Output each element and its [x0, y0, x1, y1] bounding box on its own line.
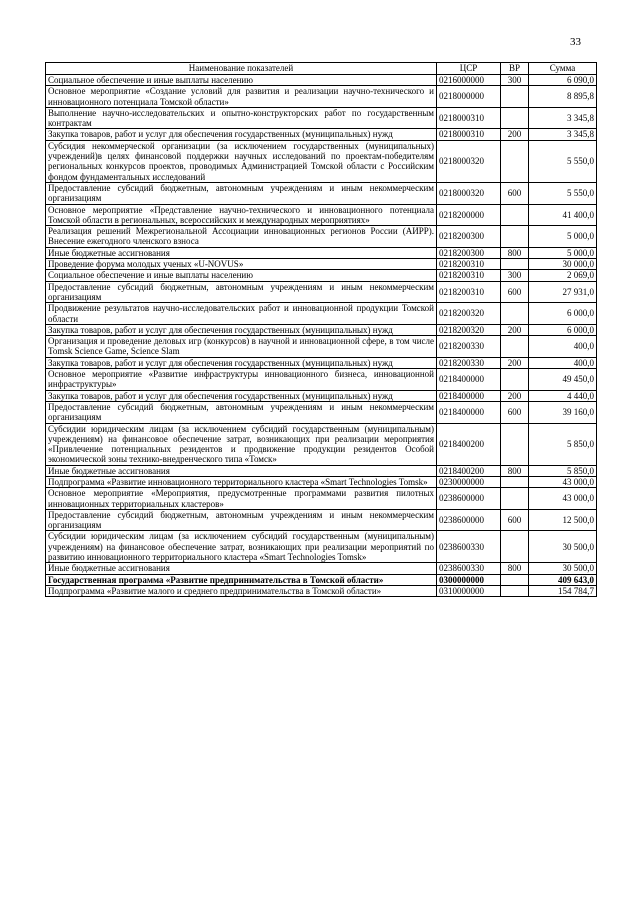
- cell-csr: 0218200310: [437, 281, 501, 303]
- cell-vr: 800: [501, 465, 529, 476]
- cell-vr: 200: [501, 390, 529, 401]
- cell-name: Иные бюджетные ассигнования: [46, 563, 437, 574]
- cell-name: Проведение форума молодых ученых «U-NOVUS»: [46, 259, 437, 270]
- cell-name: Социальное обеспечение и иные выплаты населению: [46, 270, 437, 281]
- cell-vr: 600: [501, 401, 529, 423]
- cell-sum: 6 090,0: [529, 75, 597, 86]
- cell-csr: 0218200330: [437, 357, 501, 368]
- cell-name: Предоставление субсидий бюджетным, автономным учреждениям и иным некоммерческим организациям: [46, 281, 437, 303]
- table-row: [46, 281, 597, 303]
- table-row: [46, 86, 597, 108]
- table-row: [46, 226, 597, 248]
- cell-name: Закупка товаров, работ и услуг для обеспечения государственных (муниципальных) нужд: [46, 357, 437, 368]
- table-row: [46, 476, 597, 487]
- cell-csr: 0238600330: [437, 563, 501, 574]
- table-row: [46, 509, 597, 531]
- cell-csr: 0218000320: [437, 182, 501, 204]
- table-row: [46, 423, 597, 465]
- cell-vr: 200: [501, 324, 529, 335]
- cell-name: Предоставление субсидий бюджетным, автономным учреждениям и иным некоммерческим организациям: [46, 182, 437, 204]
- cell-name: Основное мероприятие «Развитие инфраструктуры инновационного бизнеса, инновационной инфраструктуры»: [46, 369, 437, 391]
- cell-sum: 30 500,0: [529, 563, 597, 574]
- cell-sum: 43 000,0: [529, 488, 597, 510]
- table-row: [46, 182, 597, 204]
- cell-sum: 409 643,0: [529, 574, 597, 585]
- table-row: [46, 140, 597, 182]
- cell-csr: 0300000000: [437, 574, 501, 585]
- cell-sum: 6 000,0: [529, 303, 597, 325]
- cell-name: Основное мероприятие «Мероприятия, предусмотренные программами развития пилотных инновационных территориальных кластеров»: [46, 488, 437, 510]
- table-row: [46, 303, 597, 325]
- cell-csr: 0218400000: [437, 390, 501, 401]
- cell-sum: 30 500,0: [529, 531, 597, 563]
- cell-vr: [501, 226, 529, 248]
- cell-name: Социальное обеспечение и иные выплаты населению: [46, 75, 437, 86]
- cell-sum: 49 450,0: [529, 369, 597, 391]
- cell-vr: 200: [501, 129, 529, 140]
- cell-name: Подпрограмма «Развитие малого и среднего предпринимательства в Томской области»: [46, 585, 437, 596]
- cell-sum: 5 550,0: [529, 140, 597, 182]
- cell-sum: 5 000,0: [529, 247, 597, 258]
- cell-sum: 4 440,0: [529, 390, 597, 401]
- cell-sum: 5 000,0: [529, 226, 597, 248]
- cell-csr: 0218200310: [437, 259, 501, 270]
- cell-csr: 0218000320: [437, 140, 501, 182]
- cell-sum: 39 160,0: [529, 401, 597, 423]
- cell-csr: 0218400000: [437, 369, 501, 391]
- cell-sum: 5 550,0: [529, 182, 597, 204]
- table-row: [46, 401, 597, 423]
- table-row: [46, 465, 597, 476]
- cell-name: Реализация решений Межрегиональной Ассоциации инновационных регионов России (АИРР). Внесение ежегодного членского взноса: [46, 226, 437, 248]
- cell-vr: 800: [501, 247, 529, 258]
- header-sum: Сумма: [529, 63, 597, 75]
- cell-csr: 0310000000: [437, 585, 501, 596]
- cell-csr: 0218200320: [437, 324, 501, 335]
- table-row: [46, 204, 597, 226]
- cell-name: Основное мероприятие «Создание условий для развития и реализации научно-технического и инновационного потенциала Томской области»: [46, 86, 437, 108]
- cell-sum: 43 000,0: [529, 476, 597, 487]
- table-row: [46, 369, 597, 391]
- cell-name: Подпрограмма «Развитие инновационного территориального кластера «Smart Technologies Tomsk»: [46, 476, 437, 487]
- cell-name: Закупка товаров, работ и услуг для обеспечения государственных (муниципальных) нужд: [46, 390, 437, 401]
- table-row: [46, 357, 597, 368]
- cell-csr: 0218200310: [437, 270, 501, 281]
- header-vr: ВР: [501, 63, 529, 75]
- cell-csr: 0218400200: [437, 465, 501, 476]
- cell-vr: 800: [501, 563, 529, 574]
- cell-name: Продвижение результатов научно-исследовательских работ и инновационной продукции Томской области: [46, 303, 437, 325]
- cell-csr: 0218000310: [437, 107, 501, 129]
- cell-name: Закупка товаров, работ и услуг для обеспечения государственных (муниципальных) нужд: [46, 324, 437, 335]
- cell-sum: 41 400,0: [529, 204, 597, 226]
- cell-csr: 0230000000: [437, 476, 501, 487]
- cell-csr: 0238600000: [437, 488, 501, 510]
- cell-csr: 0218400000: [437, 401, 501, 423]
- cell-sum: 400,0: [529, 357, 597, 368]
- cell-vr: [501, 303, 529, 325]
- table-header-row: [46, 63, 597, 75]
- cell-vr: 600: [501, 281, 529, 303]
- cell-sum: 3 345,8: [529, 129, 597, 140]
- table-body: [46, 75, 597, 597]
- cell-name: Субсидии юридическим лицам (за исключением субсидий государственным (муниципальным) учреждениям) на финансовое обеспечение затрат, возникающих при реализации мероприятий по развитию инновационного территориального кластера «Smart Technologies Tomsk»: [46, 531, 437, 563]
- cell-name: Основное мероприятие «Представление научно-технического и инновационного потенциала Томской области в региональных, всероссийских и международных мероприятиях»: [46, 204, 437, 226]
- cell-vr: [501, 574, 529, 585]
- header-name: Наименование показателей: [46, 63, 437, 75]
- cell-csr: 0218000000: [437, 86, 501, 108]
- page-number: 33: [570, 36, 581, 48]
- cell-csr: 0218200330: [437, 336, 501, 358]
- cell-sum: 8 895,8: [529, 86, 597, 108]
- cell-csr: 0218200320: [437, 303, 501, 325]
- table-row: [46, 324, 597, 335]
- cell-csr: 0238600000: [437, 509, 501, 531]
- cell-sum: 12 500,0: [529, 509, 597, 531]
- table-row: [46, 129, 597, 140]
- cell-name: Государственная программа «Развитие предпринимательства в Томской области»: [46, 574, 437, 585]
- table-row: [46, 336, 597, 358]
- cell-vr: [501, 140, 529, 182]
- cell-name: Предоставление субсидий бюджетным, автономным учреждениям и иным некоммерческим организациям: [46, 401, 437, 423]
- cell-vr: [501, 369, 529, 391]
- table-row: [46, 247, 597, 258]
- cell-vr: [501, 531, 529, 563]
- cell-sum: 154 784,7: [529, 585, 597, 596]
- table-row: [46, 585, 597, 596]
- cell-sum: 400,0: [529, 336, 597, 358]
- cell-name: Иные бюджетные ассигнования: [46, 465, 437, 476]
- table-row: [46, 259, 597, 270]
- cell-sum: 5 850,0: [529, 465, 597, 476]
- cell-csr: 0218000310: [437, 129, 501, 140]
- cell-csr: 0216000000: [437, 75, 501, 86]
- cell-vr: [501, 107, 529, 129]
- cell-name: Закупка товаров, работ и услуг для обеспечения государственных (муниципальных) нужд: [46, 129, 437, 140]
- cell-vr: 300: [501, 270, 529, 281]
- table-row: [46, 563, 597, 574]
- cell-csr: 0218200000: [437, 204, 501, 226]
- budget-table: [45, 62, 597, 597]
- cell-name: Организация и проведение деловых игр (конкурсов) в научной и инновационной сфере, в том числе Tomsk Science Game, Science Slam: [46, 336, 437, 358]
- cell-vr: [501, 204, 529, 226]
- cell-name: Субсидии юридическим лицам (за исключением субсидий государственным (муниципальным) учреждениям) на финансовое обеспечение затрат, возникающих при реализации мероприятия «Привлечение потенциальных резидентов и продвижение продукции резидентов Особой экономической зоны технико-внедренческого типа «Томск»: [46, 423, 437, 465]
- cell-csr: 0218200300: [437, 226, 501, 248]
- cell-csr: 0218400200: [437, 423, 501, 465]
- cell-vr: [501, 423, 529, 465]
- cell-sum: 6 000,0: [529, 324, 597, 335]
- cell-vr: [501, 488, 529, 510]
- table-row: [46, 531, 597, 563]
- cell-vr: 300: [501, 75, 529, 86]
- cell-name: Выполнение научно-исследовательских и опытно-конструкторских работ по государственным контрактам: [46, 107, 437, 129]
- cell-vr: [501, 585, 529, 596]
- cell-vr: [501, 86, 529, 108]
- table-row: [46, 574, 597, 585]
- cell-vr: [501, 476, 529, 487]
- cell-vr: [501, 336, 529, 358]
- table-row: [46, 107, 597, 129]
- cell-vr: 600: [501, 509, 529, 531]
- cell-vr: 600: [501, 182, 529, 204]
- table-row: [46, 390, 597, 401]
- cell-sum: 3 345,8: [529, 107, 597, 129]
- cell-vr: 200: [501, 357, 529, 368]
- table-row: [46, 75, 597, 86]
- cell-sum: 27 931,0: [529, 281, 597, 303]
- cell-sum: 2 069,0: [529, 270, 597, 281]
- cell-csr: 0218200300: [437, 247, 501, 258]
- cell-sum: 5 850,0: [529, 423, 597, 465]
- table-row: [46, 270, 597, 281]
- cell-name: Субсидия некоммерческой организации (за исключением государственных (муниципальных) учреждений)в целях финансовой поддержки научных исследований по проектам-победителям региональных конкурсов проектов, проводимых Администрацией Томской области с Российским фондом фундаментальных исследований: [46, 140, 437, 182]
- header-csr: ЦСР: [437, 63, 501, 75]
- cell-sum: 30 000,0: [529, 259, 597, 270]
- cell-vr: [501, 259, 529, 270]
- table-row: [46, 488, 597, 510]
- cell-name: Иные бюджетные ассигнования: [46, 247, 437, 258]
- cell-name: Предоставление субсидий бюджетным, автономным учреждениям и иным некоммерческим организациям: [46, 509, 437, 531]
- cell-csr: 0238600330: [437, 531, 501, 563]
